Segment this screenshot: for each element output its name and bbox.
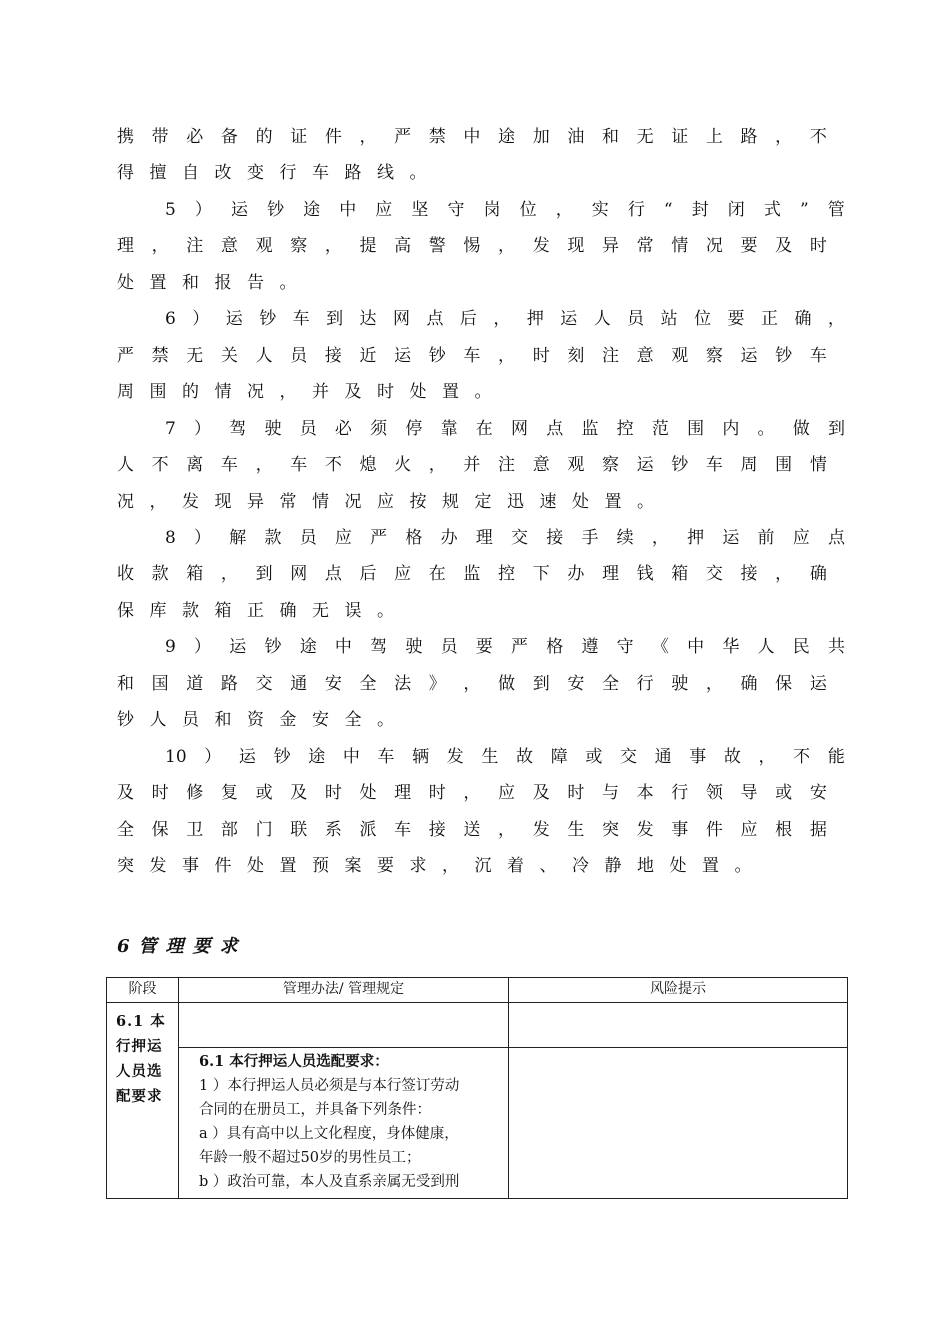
body-line: 7 ） 驾 驶 员 必 须 停 靠 在 网 点 监 控 范 围 内 。 做 到 — [165, 418, 845, 439]
body-line: 及 时 修 复 或 及 时 处 理 时 ， 应 及 时 与 本 行 领 导 或 安 — [117, 783, 827, 804]
section-heading: 6管理要求 — [117, 936, 247, 957]
body-line: 全 保 卫 部 门 联 系 派 车 接 送 ， 发 生 突 发 事 件 应 根 据 — [117, 819, 827, 840]
body-line: 理 ， 注 意 观 察 ， 提 高 警 惕 ， 发 现 异 常 情 况 要 及 时 — [117, 236, 827, 257]
risk-cell — [509, 1048, 848, 1199]
body-line: 况 ， 发 现 异 常 情 况 应 按 规 定 迅 速 处 置 。 — [117, 491, 654, 512]
method-line: 年龄一般不超过50岁的男性员工； — [199, 1150, 421, 1166]
body-line: 9 ） 运 钞 途 中 驾 驶 员 要 严 格 遵 守 《 中 华 人 民 共 — [165, 637, 845, 658]
body-line: 得 擅 自 改 变 行 车 路 线 。 — [117, 163, 427, 184]
header-stage: 阶段 — [107, 978, 179, 1003]
header-method: 管理办法/ 管理规定 — [179, 978, 509, 1003]
empty-risk-cell — [509, 1003, 848, 1048]
method-line: 合同的在册员工，并具备下列条件： — [199, 1102, 431, 1118]
method-line: a ）具有高中以上文化程度，身体健康， — [199, 1126, 459, 1142]
method-line: b ）政治可靠，本人及直系亲属无受到刑 — [199, 1174, 460, 1190]
body-line: 突 发 事 件 处 置 预 案 要 求 ， 沉 着 、 冷 静 地 处 置 。 — [117, 856, 752, 876]
body-line: 6 ） 运 钞 车 到 达 网 点 后 ， 押 运 人 员 站 位 要 正 确 ， — [165, 309, 845, 330]
table-row — [107, 1048, 848, 1199]
table-header-row — [107, 978, 848, 1003]
body-line: 8 ） 解 款 员 应 严 格 办 理 交 接 手 续 ， 押 运 前 应 点 — [165, 527, 845, 548]
stage-cell: 6.1 本行押运人员选配要求 — [107, 1003, 179, 1199]
method-line: 1 ）本行押运人员必须是与本行签订劳动 — [199, 1078, 460, 1094]
body-line: 人 不 离 车 ， 车 不 熄 火 ， 并 注 意 观 察 运 钞 车 周 围 情 — [117, 455, 827, 476]
body-line: 保 库 款 箱 正 确 无 误 。 — [117, 600, 394, 621]
method-subtitle: 6.1 本行押运人员选配要求： — [199, 1053, 389, 1070]
header-risk: 风险提示 — [509, 978, 848, 1003]
body-line: 严 禁 无 关 人 员 接 近 运 钞 车 ， 时 刻 注 意 观 察 运 钞 车 — [117, 345, 827, 366]
body-line: 钞 人 员 和 资 金 安 全 。 — [117, 710, 394, 731]
body-line: 处 置 和 报 告 。 — [117, 272, 297, 293]
management-table — [106, 977, 848, 1199]
body-line: 10 ） 运 钞 途 中 车 辆 发 生 故 障 或 交 通 事 故 ， 不 能 — [165, 746, 845, 767]
body-line: 周 围 的 情 况 ， 并 及 时 处 置 。 — [117, 382, 492, 403]
empty-method-cell — [179, 1003, 509, 1048]
method-cell — [179, 1048, 509, 1199]
body-line: 携 带 必 备 的 证 件 ， 严 禁 中 途 加 油 和 无 证 上 路 ， 不 — [117, 127, 827, 147]
body-line: 收 款 箱 ， 到 网 点 后 应 在 监 控 下 办 理 钱 箱 交 接 ， 确 — [117, 564, 827, 585]
body-line: 5 ） 运 钞 途 中 应 坚 守 岗 位 ， 实 行 “ 封 闭 式 ” 管 — [165, 199, 845, 220]
body-line: 和 国 道 路 交 通 安 全 法 》 ， 做 到 安 全 行 驶 ， 确 保 运 — [117, 673, 827, 694]
table-row — [107, 1003, 848, 1048]
